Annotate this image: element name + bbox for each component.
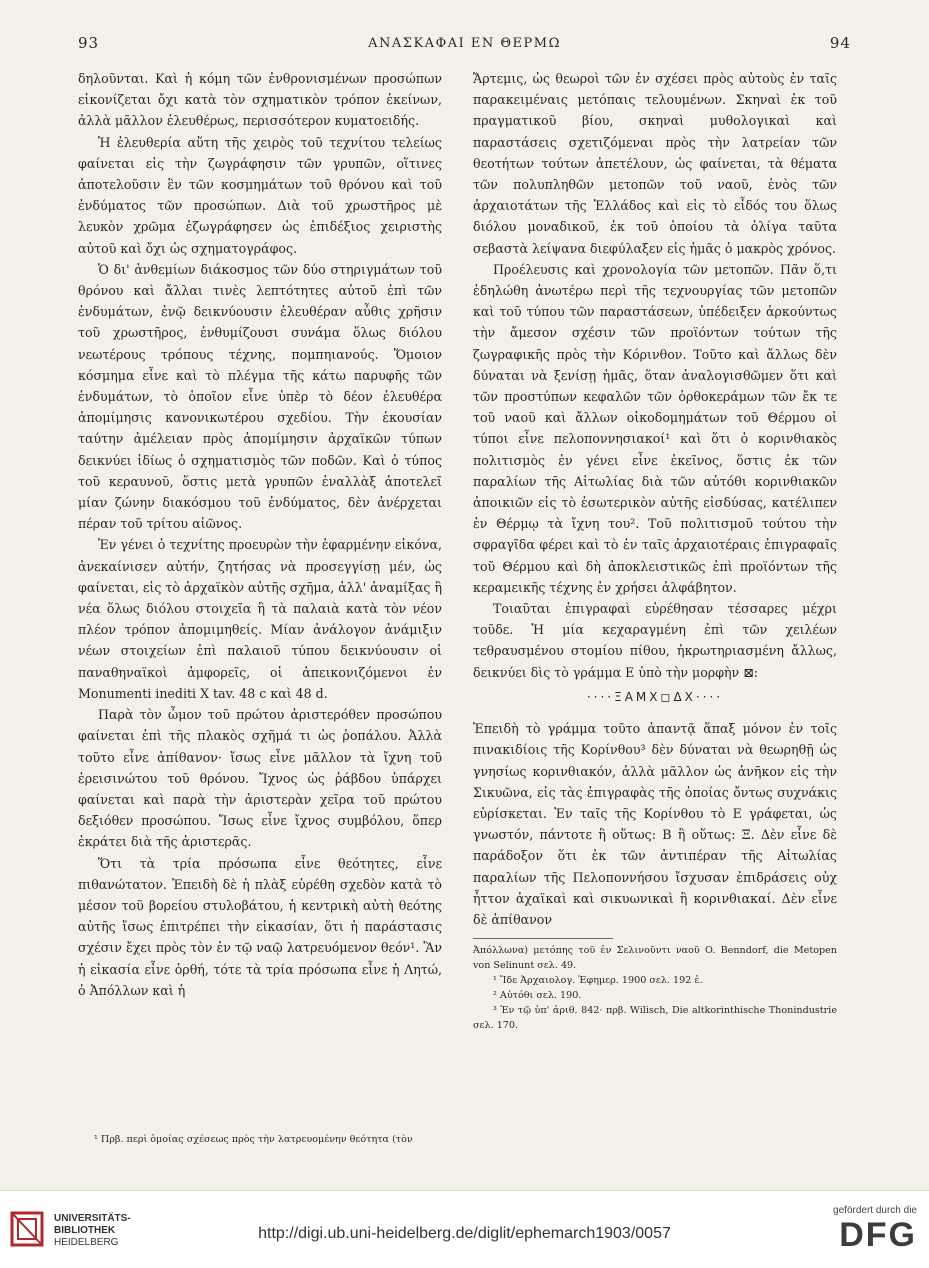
- paragraph: Ὁ δι' ἀνθεμίων διάκοσμος τῶν δύο στηριγμάτων τοῦ θρόνου καὶ ἄλλαι τινὲς λεπτότητες αὐτοῦ ἐπὶ τῶν ἐνδυμάτων, ἐνῷ δεικνύουσιν ἐλευθέραν αὖθις χρῆσιν τοῦ χρωστῆρος, ἐνθυμίζουσι συνάμα ὅλως διόλου νεωτέρους τρόπους τέχνης, πομπηιανούς. Ὅμοιον κόσμημα εἶνε καὶ τὸ πλέγμα τῆς κάτω παρυφῆς τῶν ἐνδυμάτων, τὸ ὁποῖον εἶνε ὑπὲρ τὸ δέον ἐλευθέρα ἀπομίμησις κανονικωτέρου σχεδίου. Τὴν ἑκουσίαν ταύτην ἀμέλειαν πρὸς ἀπομίμησιν ἀρχαϊκῶν τύπων δεικνύει ἰδίως ὁ σχηματισμὸς τῶν ποδῶν. Καὶ ὁ τύπος τοῦ κεραυνοῦ, ὅστις μετὰ γρυπῶν ἐναλλὰξ ἀποτελεῖ μίαν ζώνην διακόσμου τοῦ ἐνδύματος, δὲν ἀνέρχεται πέραν τοῦ τρίτου αἰῶνος.: [78, 261, 442, 532]
- footnote-rule: [473, 938, 613, 939]
- permalink-url[interactable]: http://digi.ub.uni-heidelberg.de/diglit/ephemarch1903/0057: [258, 1225, 671, 1242]
- paragraph: Ἐν γένει ὁ τεχνίτης προευρὼν τὴν ἐφαρμένην εἰκόνα, ἀνεκαίνισεν αὐτήν, ζητήσας νὰ προσεγγίσῃ μέν, ὡς φαίνεται, εἰς τὸ ἀρχαϊκὸν αὐτῆς σχῆμα, ἀλλ' ἀναμίξας ἢ νέα ὅλως διόλου στοιχεῖα ἢ τὰ παλαιὰ κατὰ τὸν νέον πλέον τρόπον ἀπομιμηθείς. Μίαν ἀνάλογον ἀνάμιξιν νέων στοιχείων ἐπὶ παλαιοῦ τύπου δεικνύουσιν οἱ παναθηναϊκοὶ ἀμφορεῖς, οἱ ἀπεικονιζόμενοι ἐν Monumenti inediti X tav. 48 c καὶ 48 d.: [78, 537, 442, 701]
- viewer-footer: [0, 1190, 929, 1268]
- paragraph: Ἄρτεμις, ὡς θεωροὶ τῶν ἐν σχέσει πρὸς αὐτοὺς ἐν ταῖς παρακειμέναις μετόπαις τελουμένων. Σκηναὶ ἐκ τοῦ πραγματικοῦ βίου, σκηναὶ μυθολογικαὶ καὶ παραστάσεις σχετιζόμεναι πρὸς τὴν λατρείαν τῶν θεοτήτων τούτων ἀπετέλουν, ὡς φαίνεται, τὰ θέματα τῶν πολυπληθῶν μετοπῶν τοῦ ναοῦ, ἑνὸς τῶν ἀρχαιοτάτων τῆς Ἑλλάδος καὶ εἰς τὸ εἶδός του ὅλως διόλου μοναδικοῦ, ἐκ τοῦ ὁποίου τὰ ὀλίγα ταῦτα σεβαστὰ λείψανα διεφύλαξεν εἰς ἡμᾶς ὁ μακρὸς χρόνος.: [473, 71, 837, 256]
- footnote: ¹ Ἴδε Ἀρχαιολογ. Ἐφημερ. 1900 σελ. 192 ἑ.: [493, 975, 703, 987]
- paragraph: Παρὰ τὸν ὦμον τοῦ πρώτου ἀριστερόθεν προσώπου φαίνεται ἐπὶ τῆς πλακὸς σχῆμά τι ὡς ῥοπάλου. Ἀλλὰ τοῦτο εἶνε ἀπίθανον· ἴσως εἶνε μᾶλλον τὰ ἴχνη τοῦ ἐρεισινώτου τοῦ θρόνου. Ἴχνος ὡς ῥάβδου ὑπάρχει φαίνεται καὶ παρὰ τὴν ἀριστερὰν χεῖρα τοῦ πρώτου δεξιόθεν προσώπου. Ἴσως εἶνε ἴχνος συμβόλου, ὅπερ ἐκράτει διὰ τῆς ἀριστερᾶς.: [78, 707, 442, 850]
- section-paragraph: Προέλευσις καὶ χρονολογία τῶν μετοπῶν. Πᾶν ὅ,τι ἐδηλώθη ἀνωτέρω περὶ τῆς τεχνουργίας τῶν μετοπῶν καὶ τοῦ τύπου τῶν παραστάσεων, ὑπέδειξεν ἀρκούντως τὴν ἄμεσον σχέσιν τῶν προϊόντων τούτων τῆς ζωγραφικῆς πρὸς τὴν Κόρινθον. Τοῦτο καὶ ἄλλως δὲν δύναται νὰ ξενίσῃ ἡμᾶς, ὅταν ἀναλογισθῶμεν ὅτι καὶ τῶν προστύπων κεφαλῶν τῶν ὀρθοκεράμων τῶν ἔκ τε τοῦ ναοῦ καὶ ἄλλων οἰκοδομημάτων τοῦ Θέρμου οἱ τύποι εἶνε πελοποννησιακοί¹ καὶ ὅτι ὁ κορινθιακὸς πολιτισμὸς ἐν γένει εἶνε ἐκεῖνος, ὅστις ἐκ τῶν παραλίων τῆς Αἰτωλίας διὰ τῶν αὐτόθι κορινθιακῶν ἀποικιῶν εἰς τὸ ἐσωτερικὸν αὐτῆς εἰσδύσας, κατέλιπεν ἐν Θέρμῳ τὰ ἴχνη του². Τοῦ πολιτισμοῦ τούτου τὴν σφραγῖδα φέρει καὶ τὸ ἐν ταῖς ἀρχαιοτέραις ἐπιγραφαῖς τοῦ Θέρμου καὶ δὴ ἀποκλειστικῶς ἐπὶ προϊόντων τῆς κεραμεικῆς τέχνης ἐν χρήσει ἀλφάβητον.: [473, 261, 837, 595]
- dfg-logo-icon: DFG: [839, 1216, 917, 1254]
- page-number-left: 93: [78, 34, 100, 52]
- page-number-right: 94: [829, 34, 851, 52]
- footnote: ² Αὐτόθι σελ. 190.: [493, 990, 582, 1002]
- inscription: ····ΞΑΜΧ◻ΔΧ····: [586, 689, 724, 704]
- library-name-line1: UNIVERSITÄTS-: [54, 1213, 131, 1224]
- paragraph: Ἐπειδὴ τὸ γράμμα τοῦτο ἀπαντᾷ ἅπαξ μόνον ἐν τοῖς πινακιδίοις τῆς Κορίνθου³ δὲν δύναται νὰ θεωρηθῇ ὡς γνησίως κορινθιακόν, ἀλλὰ μᾶλλον ὡς ἀνῆκον εἰς τὴν Σικυῶνα, εἰς τὰς ἐπιγραφὰς τῆς ὁποίας ὄντως συχνάκις εὑρίσκεται. Ἐν ταῖς τῆς Κορίνθου τὸ Ε γράφεται, ὡς γνωστόν, πάντοτε ἢ οὕτως: Β ἢ οὕτως: Ξ. Δὲν εἶνε δὲ παράδοξον ὅτι ἐκ τῶν ἀντιπέραν τῆς Αἰτωλίας παραλίων τῆς Πελοποννήσου ἴσχυσαν ἐπιδράσεις οὐχ ἧττον ἀχαϊκαὶ καὶ σικυωνικαὶ ἢ κορινθιακαί. Δὲν εἶνε δὲ ἀπίθανον: [473, 721, 837, 927]
- left-footnotes: [78, 1132, 442, 1147]
- funding-text: gefördert durch die: [833, 1205, 917, 1216]
- footnote: ³ Ἐν τῷ ὑπ' ἀριθ. 842· πρβ. Wilisch, Die altkorinthische Thonindustrie σελ. 170.: [473, 1005, 837, 1032]
- footnote: ¹ Πρβ. περὶ ὁμοίας σχέσεως πρὸς τὴν λατρευομένην θεότητα (τὸν: [94, 1134, 413, 1145]
- library-name-line2: BIBLIOTHEK: [54, 1225, 116, 1236]
- running-header: [78, 34, 851, 56]
- library-name-line3: HEIDELBERG: [54, 1237, 119, 1248]
- paragraph: Ἡ ἐλευθερία αὕτη τῆς χειρὸς τοῦ τεχνίτου τελείως φαίνεται εἰς τὴν ζωγράφησιν τῶν γρυπῶν, οἵτινες ἀποτελοῦσιν ἓν τῶν κοσμημάτων τοῦ θρόνου καὶ τοῦ ἐνδύματος τῶν προσώπων. Διὰ τοῦ χρωστῆρος μὲ λευκὸν χρῶμα ἐζωγράφησεν ὡς ἐπιδέξιος χειριστὴς αὐτοῦ καὶ ὄχι ὡς σχηματογράφος.: [78, 134, 442, 256]
- funder-logo[interactable]: [817, 1205, 917, 1254]
- right-column: [473, 68, 837, 1033]
- footnote: Ἀπόλλωνα) μετόπης τοῦ ἐν Σελινοῦντι ναοῦ O. Benndorf, die Metopen von Selinunt σελ. 49.: [473, 945, 837, 972]
- running-title: ΑΝΑΣΚΑΦΑΙ ΕΝ ΘΕΡΜΩ: [368, 36, 561, 51]
- paragraph: Τοιαῦται ἐπιγραφαὶ εὑρέθησαν τέσσαρες μέχρι τοῦδε. Ἡ μία κεχαραγμένη ἐπὶ τῶν χειλέων τεθραυσμένου στομίου πίθου, ἠκρωτηριασμένη ἄλλως, δεικνύει δὶς τὸ γράμμα Ε ὑπὸ τὴν μορφὴν ⊠:: [473, 601, 837, 680]
- paragraph: δηλοῦνται. Καὶ ἡ κόμη τῶν ἐνθρονισμένων προσώπων εἰκονίζεται ὄχι κατὰ τὸν σχηματικὸν τρόπον ἐκείνων, ἀλλὰ μᾶλλον ἐλευθέρως, περισσότερον κυματοειδής.: [78, 71, 442, 129]
- left-column: [78, 68, 442, 1001]
- paragraph: Ὅτι τὰ τρία πρόσωπα εἶνε θεότητες, εἶνε πιθανώτατον. Ἐπειδὴ δὲ ἡ πλὰξ εὑρέθη σχεδὸν κατὰ τὸ μέσον τοῦ βορείου στυλοβάτου, ἡ κεντρικὴ αὐτὴ θεότης αὐτῆς ἴσως ἐπιτρέπει τὴν εἰκασίαν, ὅτι ἡ παράστασις σχέσιν ἔχει πρὸς τὸν ἐν τῷ ναῷ λατρευόμενον θεόν¹. Ἂν ἡ εἰκασία εἶνε ὀρθή, τότε τὰ τρία πρόσωπα εἶνε ἡ Λητώ, ὁ Ἀπόλλων καὶ ἡ: [78, 855, 442, 998]
